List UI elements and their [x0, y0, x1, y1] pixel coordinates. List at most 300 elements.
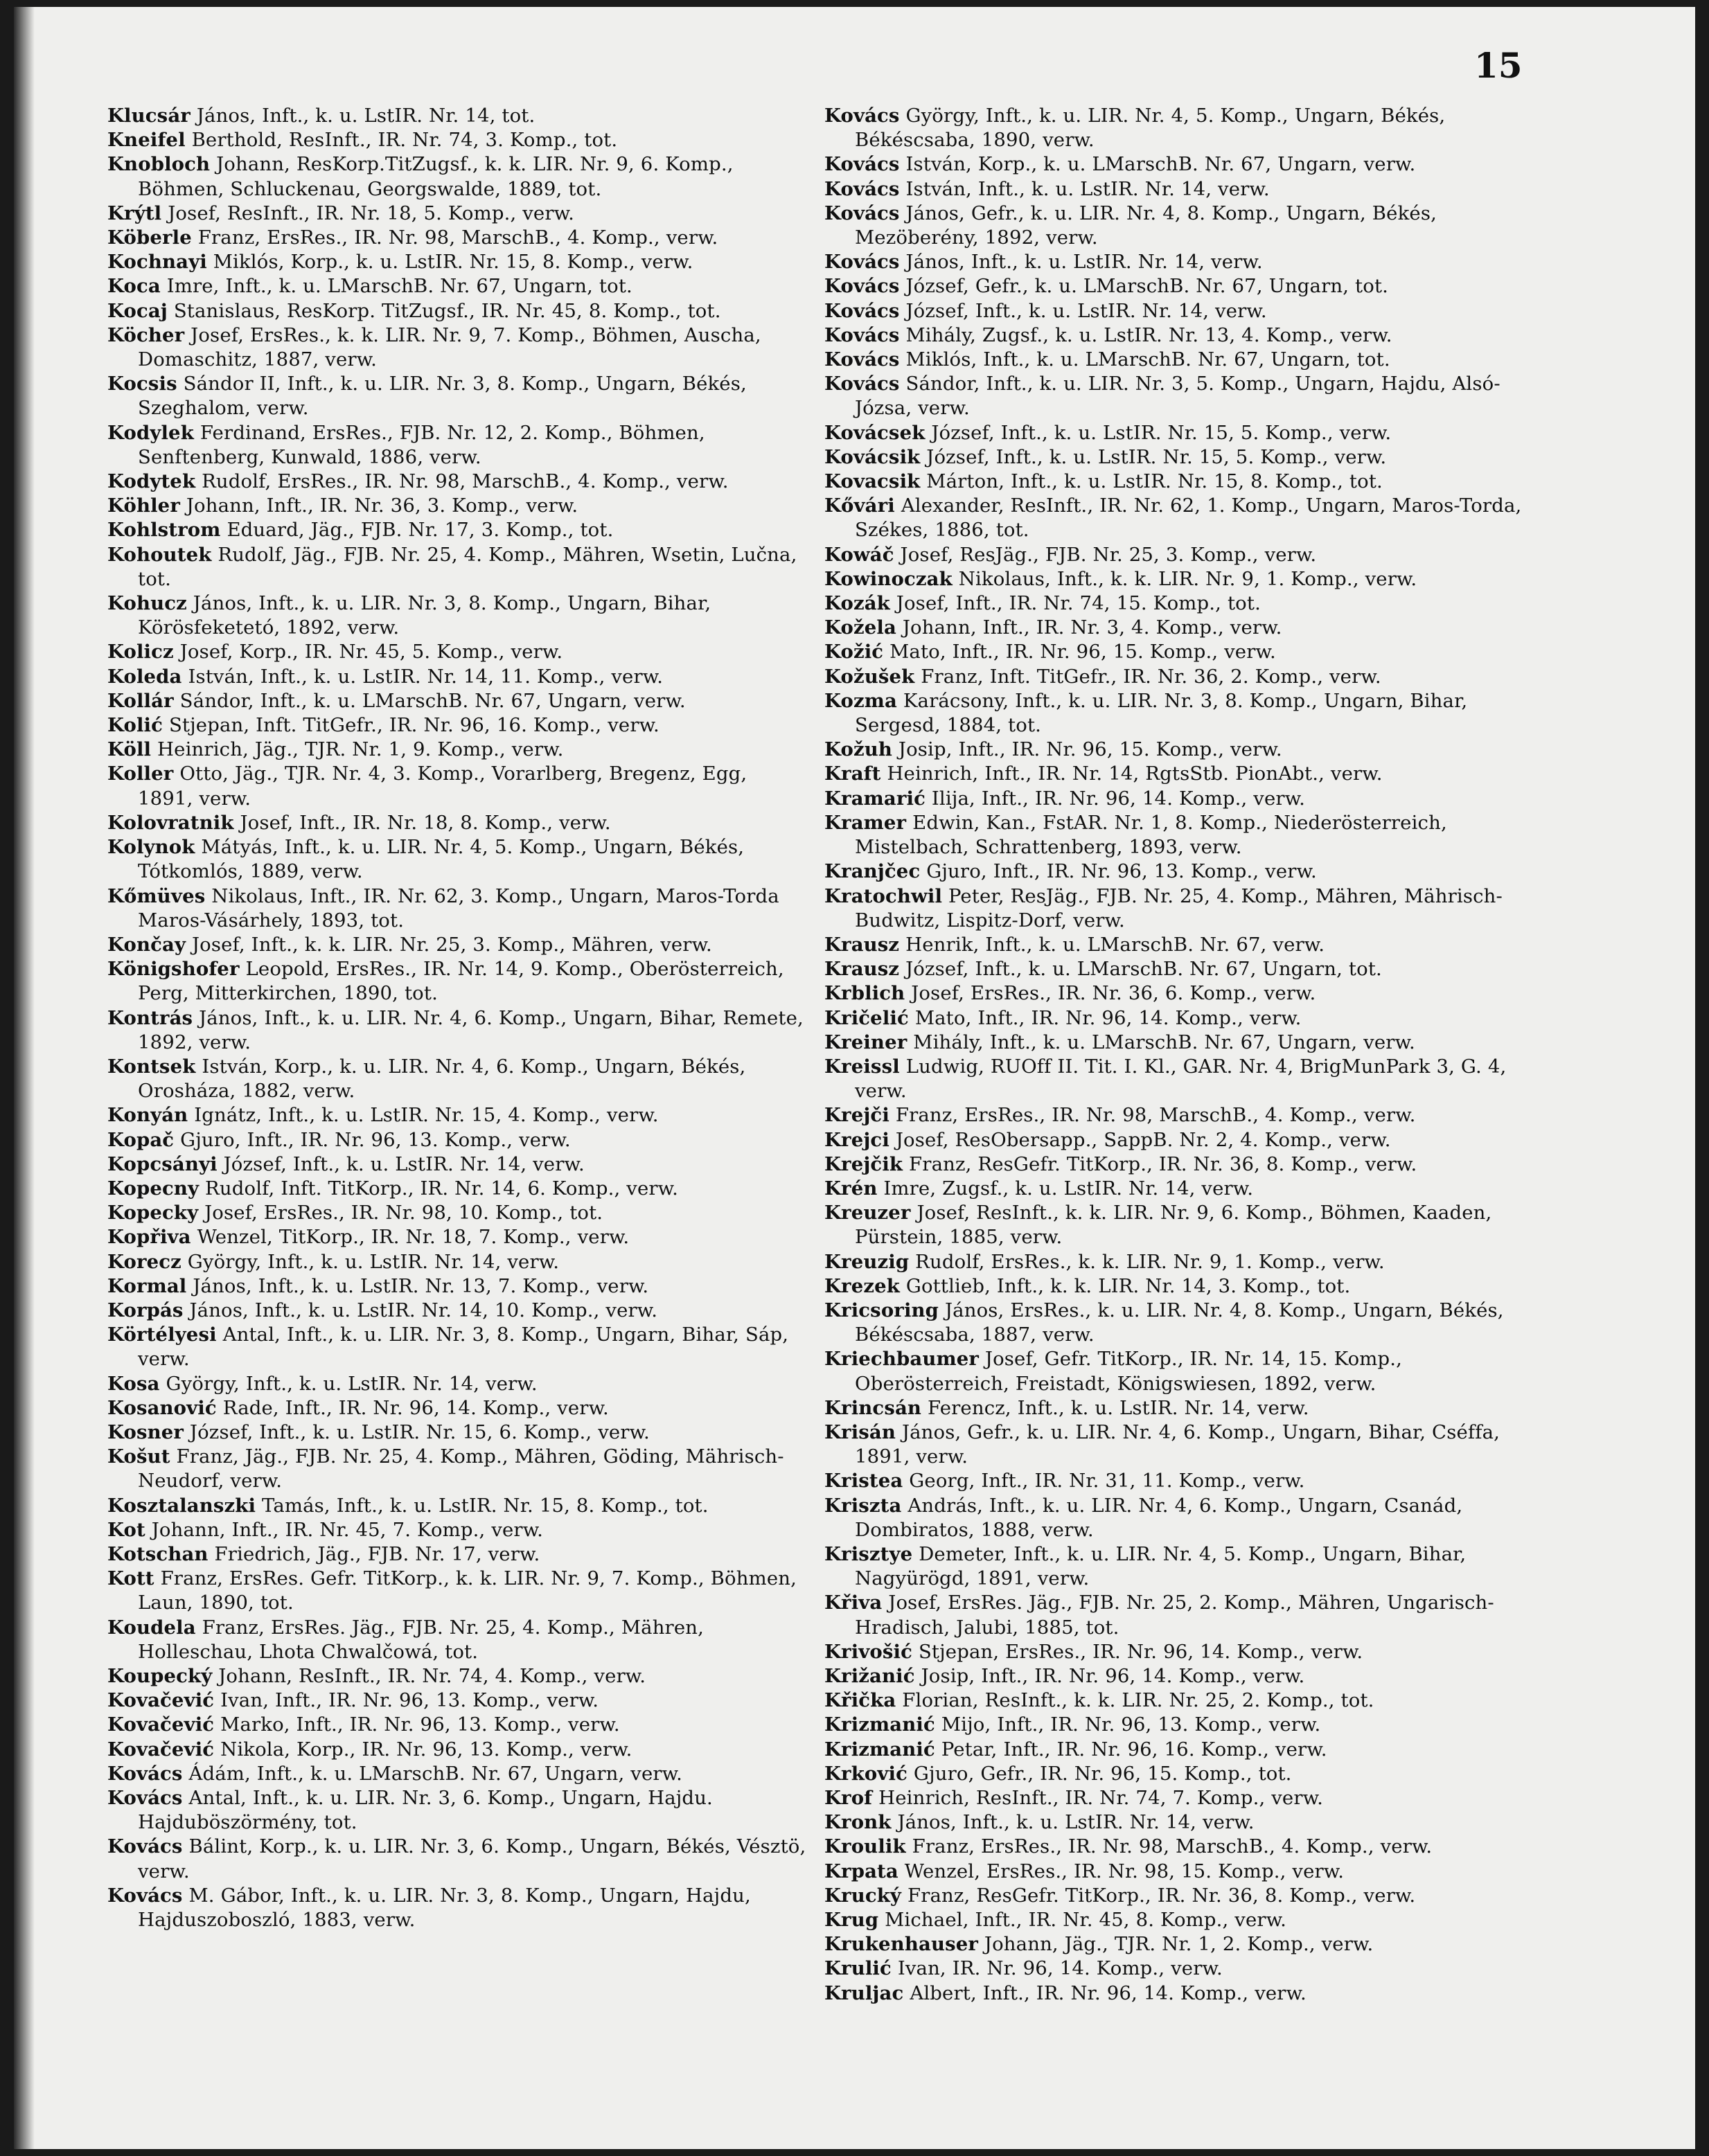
- entry-details: János, Gefr., k. u. LIR. Nr. 4, 6. Komp., Ungarn, Bihar, Cséffa, 1891, verw.: [855, 1420, 1500, 1468]
- entry-details: Josef, ErsRes., IR. Nr. 36, 6. Komp., verw.: [911, 982, 1316, 1005]
- entry-details: Johann, ResKorp.TitZugsf., k. k. LIR. Nr. 9, 6. Komp., Böhmen, Schluckenau, Georgswalde, 1889, tot.: [138, 153, 734, 200]
- entry-details: Johann, Inft., IR. Nr. 3, 4. Komp., verw.: [902, 616, 1282, 639]
- entry-surname: Koupecký: [107, 1665, 213, 1687]
- list-item: [107, 1372, 807, 1396]
- entry-details: Josef, Korp., IR. Nr. 45, 5. Komp., verw.: [179, 641, 563, 663]
- entry-surname: Kopcsányi: [107, 1152, 218, 1175]
- entry-details: Marko, Inft., IR. Nr. 96, 13. Komp., verw.: [220, 1713, 620, 1736]
- list-item: [107, 1689, 807, 1713]
- entry-surname: Königshofer: [107, 958, 240, 981]
- entry-surname: Kronk: [824, 1811, 892, 1834]
- entry-surname: Kovačević: [107, 1738, 215, 1761]
- entry-surname: Krizmanić: [824, 1713, 935, 1736]
- entry-details: Mijo, Inft., IR. Nr. 96, 13. Komp., verw.: [941, 1713, 1321, 1736]
- list-item: [107, 1445, 807, 1493]
- list-item: [107, 811, 807, 835]
- entry-surname: Krisztye: [824, 1542, 913, 1565]
- list-item: [107, 1884, 807, 1932]
- list-item: [824, 640, 1524, 664]
- entry-details: Josef, ErsRes., k. k. LIR. Nr. 9, 7. Komp., Böhmen, Auscha, Domaschitz, 1887, verw.: [138, 323, 761, 371]
- list-item: [824, 1591, 1524, 1639]
- list-item: [824, 1640, 1524, 1664]
- entry-details: János, ErsRes., k. u. LIR. Nr. 4, 8. Komp., Ungarn, Békés, Békéscsaba, 1887, verw.: [855, 1299, 1504, 1346]
- entry-details: Ivan, Inft., IR. Nr. 96, 13. Komp., verw.: [220, 1689, 599, 1712]
- entry-surname: Kopecny: [107, 1177, 200, 1200]
- entry-details: Franz, Inft. TitGefr., IR. Nr. 36, 2. Komp., verw.: [921, 665, 1381, 688]
- entry-details: György, Inft., k. u. LIR. Nr. 4, 5. Komp., Ungarn, Békés, Békéscsaba, 1890, verw.: [855, 105, 1446, 152]
- entry-surname: Kőmüves: [107, 884, 206, 907]
- left-column: [107, 104, 807, 1932]
- entry-details: Heinrich, Jäg., TJR. Nr. 1, 9. Komp., verw.: [157, 738, 564, 761]
- entry-surname: Kovács: [824, 105, 900, 127]
- list-item: [107, 957, 807, 1006]
- list-item: [824, 1542, 1524, 1591]
- list-item: [824, 1810, 1524, 1835]
- list-item: [824, 1981, 1524, 2006]
- list-item: [824, 738, 1524, 762]
- entry-details: Michael, Inft., IR. Nr. 45, 8. Komp., verw.: [885, 1909, 1287, 1932]
- list-item: [824, 1957, 1524, 1981]
- list-item: [824, 567, 1524, 591]
- entry-surname: Kovačević: [107, 1713, 215, 1736]
- entry-details: József, Inft., k. u. LstIR. Nr. 15, 5. Komp., verw.: [931, 421, 1392, 444]
- entry-details: Josef, ResJäg., FJB. Nr. 25, 3. Komp., verw.: [900, 543, 1317, 566]
- list-item: [107, 1713, 807, 1737]
- entry-details: Ivan, IR. Nr. 96, 14. Komp., verw.: [897, 1957, 1223, 1980]
- entry-surname: Krizmanić: [824, 1738, 935, 1761]
- list-item: [107, 689, 807, 713]
- entry-surname: Köll: [107, 738, 152, 761]
- entry-details: Franz, ResGefr. TitKorp., IR. Nr. 36, 8. Komp., verw.: [907, 1884, 1416, 1907]
- entry-surname: Kovács: [824, 202, 900, 224]
- entry-surname: Kopač: [107, 1128, 175, 1151]
- list-item: [107, 1177, 807, 1201]
- list-item: [107, 1128, 807, 1152]
- list-item: [824, 1762, 1524, 1786]
- entry-surname: Kovacsik: [824, 470, 921, 493]
- entry-details: György, Inft., k. u. LstIR. Nr. 14, verw.: [187, 1250, 560, 1273]
- list-item: [107, 494, 807, 518]
- entry-details: Otto, Jäg., TJR. Nr. 4, 3. Komp., Vorarlberg, Bregenz, Egg, 1891, verw.: [138, 763, 747, 810]
- entry-surname: Kovács: [107, 1787, 183, 1810]
- entry-details: M. Gábor, Inft., k. u. LIR. Nr. 3, 8. Komp., Ungarn, Hajdu, Hajduszoboszló, 1883, verw.: [138, 1884, 751, 1932]
- entry-surname: Kodytek: [107, 470, 196, 493]
- entry-surname: Korpás: [107, 1299, 184, 1321]
- list-item: [107, 835, 807, 884]
- entry-surname: Krausz: [824, 933, 900, 956]
- entry-surname: Kranjčec: [824, 860, 921, 883]
- list-item: [824, 348, 1524, 372]
- entry-surname: Kohoutek: [107, 543, 212, 566]
- list-item: [107, 1225, 807, 1249]
- list-item: [107, 226, 807, 250]
- entry-details: János, Gefr., k. u. LIR. Nr. 4, 8. Komp., Ungarn, Békés, Mezöberény, 1892, verw.: [855, 202, 1437, 249]
- entry-surname: Kosanović: [107, 1396, 217, 1419]
- entry-surname: Kopecky: [107, 1202, 199, 1224]
- entry-details: Heinrich, ResInft., IR. Nr. 74, 7. Komp., verw.: [878, 1787, 1323, 1810]
- entry-details: Henrik, Inft., k. u. LMarschB. Nr. 67, verw.: [905, 933, 1325, 956]
- entry-details: András, Inft., k. u. LIR. Nr. 4, 6. Komp., Ungarn, Csanád, Dombiratos, 1888, verw.: [855, 1494, 1463, 1541]
- entry-details: Franz, ErsRes., IR. Nr. 98, MarschB., 4. Komp., verw.: [895, 1104, 1416, 1127]
- entry-surname: Kozma: [824, 689, 897, 712]
- entry-surname: Kovács: [824, 299, 900, 322]
- entry-details: János, Inft., k. u. LstIR. Nr. 14, 10. Komp., verw.: [189, 1299, 658, 1321]
- entry-surname: Krejči: [824, 1104, 889, 1127]
- entry-details: József, Inft., k. u. LMarschB. Nr. 67, Ungarn, tot.: [905, 958, 1382, 981]
- page-edge-shadow: [14, 7, 35, 2149]
- entry-details: Gjuro, Inft., IR. Nr. 96, 13. Komp., verw.: [180, 1128, 571, 1151]
- entry-details: Petar, Inft., IR. Nr. 96, 16. Komp., verw.: [941, 1738, 1327, 1761]
- entry-surname: Kowáč: [824, 543, 894, 566]
- list-item: [824, 421, 1524, 445]
- entry-details: Demeter, Inft., k. u. LIR. Nr. 4, 5. Komp., Ungarn, Bihar, Nagyürögd, 1891, verw.: [855, 1542, 1467, 1590]
- entry-surname: Kožuh: [824, 738, 892, 761]
- entry-surname: Krisán: [824, 1420, 896, 1443]
- entry-surname: Krén: [824, 1177, 878, 1200]
- list-item: [824, 1835, 1524, 1859]
- entry-details: Josef, ResObersapp., SappB. Nr. 2, 4. Komp., verw.: [895, 1128, 1391, 1151]
- entry-surname: Kreissl: [824, 1055, 900, 1078]
- entry-surname: Kroulik: [824, 1835, 906, 1858]
- entry-details: István, Korp., k. u. LIR. Nr. 4, 6. Komp., Ungarn, Békés, Orosháza, 1882, verw.: [138, 1055, 746, 1103]
- list-item: [824, 494, 1524, 542]
- list-item: [824, 762, 1524, 786]
- entry-surname: Kovács: [824, 177, 900, 200]
- list-item: [824, 1713, 1524, 1737]
- entry-surname: Košut: [107, 1445, 170, 1468]
- entry-surname: Křiva: [824, 1592, 883, 1614]
- list-item: [107, 665, 807, 689]
- entry-details: Ádám, Inft., k. u. LMarschB. Nr. 67, Ungarn, verw.: [188, 1762, 682, 1785]
- list-item: [824, 859, 1524, 884]
- entry-details: Mato, Inft., IR. Nr. 96, 14. Komp., verw.: [914, 1006, 1302, 1029]
- entry-details: János, Inft., k. u. LIR. Nr. 3, 8. Komp., Ungarn, Bihar, Körösfeketetó, 1892, verw.: [138, 592, 711, 639]
- list-item: [107, 1274, 807, 1299]
- entry-details: Stjepan, Inft. TitGefr., IR. Nr. 96, 16. Komp., verw.: [168, 714, 659, 737]
- entry-surname: Kosztalanszki: [107, 1494, 256, 1517]
- list-item: [824, 445, 1524, 470]
- entry-surname: Křička: [824, 1689, 896, 1712]
- entry-details: Mato, Inft., IR. Nr. 96, 15. Komp., verw.: [889, 641, 1276, 663]
- entry-details: Rudolf, ErsRes., IR. Nr. 98, MarschB., 4. Komp., verw.: [202, 470, 729, 493]
- list-item: [824, 787, 1524, 811]
- entry-details: József, Gefr., k. u. LMarschB. Nr. 67, Ungarn, tot.: [905, 275, 1389, 298]
- list-item: [107, 1299, 807, 1323]
- entry-details: Franz, ErsRes., IR. Nr. 98, MarschB., 4. Komp., verw.: [912, 1835, 1433, 1858]
- entry-surname: Koller: [107, 763, 174, 785]
- list-item: [107, 1201, 807, 1225]
- list-item: [107, 1786, 807, 1835]
- entry-details: Georg, Inft., IR. Nr. 31, 11. Komp., verw.: [909, 1470, 1305, 1493]
- list-item: [824, 1786, 1524, 1810]
- entry-surname: Köcher: [107, 323, 185, 346]
- list-item: [824, 1347, 1524, 1396]
- list-item: [107, 640, 807, 664]
- entry-details: János, Inft., k. u. LIR. Nr. 4, 6. Komp., Ungarn, Bihar, Remete, 1892, verw.: [138, 1006, 804, 1053]
- entry-surname: Kovács: [824, 323, 900, 346]
- entry-surname: Kocsis: [107, 373, 177, 395]
- entry-details: Nikola, Korp., IR. Nr. 96, 13. Komp., verw.: [220, 1738, 632, 1761]
- list-item: [824, 1420, 1524, 1469]
- entry-surname: Kolovratnik: [107, 811, 234, 834]
- entry-details: Nikolaus, Inft., IR. Nr. 62, 3. Komp., Ungarn, Maros-Torda Maros-Vásárhely, 1893, tot.: [138, 884, 779, 932]
- list-item: [107, 1664, 807, 1689]
- entry-details: Rudolf, ErsRes., k. k. LIR. Nr. 9, 1. Komp., verw.: [915, 1250, 1385, 1273]
- document-page: [14, 7, 1695, 2149]
- entry-details: János, Inft., k. u. LstIR. Nr. 14, verw.: [905, 251, 1263, 274]
- entry-details: Gottlieb, Inft., k. k. LIR. Nr. 14, 3. Komp., tot.: [905, 1274, 1351, 1297]
- entry-surname: Krejci: [824, 1128, 889, 1151]
- entry-details: György, Inft., k. u. LstIR. Nr. 14, verw.: [166, 1372, 538, 1395]
- list-item: [107, 884, 807, 933]
- entry-details: Franz, ResGefr. TitKorp., IR. Nr. 36, 8. Komp., verw.: [909, 1152, 1417, 1175]
- entry-details: Franz, ErsRes. Jäg., FJB. Nr. 25, 4. Komp., Mähren, Holleschau, Lhota Chwalčowá, tot.: [138, 1616, 705, 1663]
- list-item: [107, 738, 807, 762]
- entry-details: István, Korp., k. u. LMarschB. Nr. 67, Ungarn, verw.: [905, 153, 1416, 176]
- entry-details: Gjuro, Inft., IR. Nr. 96, 13. Komp., verw.: [926, 860, 1317, 883]
- entry-details: Karácsony, Inft., k. u. LIR. Nr. 3, 8. Komp., Ungarn, Bihar, Sergesd, 1884, tot.: [855, 689, 1468, 737]
- entry-details: Bálint, Korp., k. u. LIR. Nr. 3, 6. Komp., Ungarn, Békés, Vésztö, verw.: [138, 1835, 806, 1882]
- entry-details: Josip, Inft., IR. Nr. 96, 15. Komp., verw.: [898, 738, 1282, 761]
- list-item: [824, 957, 1524, 981]
- list-item: [824, 1201, 1524, 1249]
- list-item: [107, 933, 807, 957]
- list-item: [107, 323, 807, 372]
- entry-surname: Križanić: [824, 1665, 915, 1687]
- entry-details: József, Inft., k. u. LstIR. Nr. 15, 6. Komp., verw.: [189, 1420, 650, 1443]
- list-item: [107, 1616, 807, 1664]
- entry-surname: Kovácsek: [824, 421, 926, 444]
- entry-details: Ilija, Inft., IR. Nr. 96, 14. Komp., verw.: [931, 787, 1306, 810]
- entry-details: Albert, Inft., IR. Nr. 96, 14. Komp., verw.: [910, 1981, 1307, 2004]
- entry-surname: Korecz: [107, 1250, 181, 1273]
- right-column: [824, 104, 1524, 2006]
- entry-surname: Kontrás: [107, 1006, 193, 1029]
- entry-surname: Kovács: [824, 275, 900, 298]
- list-item: [107, 1006, 807, 1055]
- list-item: [824, 1177, 1524, 1201]
- entry-details: Wenzel, TitKorp., IR. Nr. 18, 7. Komp., verw.: [197, 1226, 630, 1249]
- list-item: [824, 1055, 1524, 1103]
- entry-details: Josef, ErsRes. Jäg., FJB. Nr. 25, 2. Komp., Mähren, Ungarisch-Hradisch, Jalubi, 1885, tot.: [855, 1592, 1494, 1639]
- list-item: [824, 1396, 1524, 1420]
- list-item: [107, 1494, 807, 1518]
- entry-surname: Kreiner: [824, 1031, 907, 1053]
- entry-surname: Konyán: [107, 1104, 188, 1127]
- entry-details: István, Inft., k. u. LstIR. Nr. 14, verw.: [905, 177, 1270, 200]
- list-item: [107, 372, 807, 420]
- list-item: [824, 1884, 1524, 1908]
- list-item: [824, 1932, 1524, 1957]
- entry-details: Imre, Inft., k. u. LMarschB. Nr. 67, Ungarn, tot.: [166, 275, 632, 298]
- entry-surname: Kraft: [824, 763, 881, 785]
- entry-details: Florian, ResInft., k. k. LIR. Nr. 25, 2. Komp., tot.: [902, 1689, 1374, 1712]
- entry-surname: Kodylek: [107, 421, 194, 444]
- list-item: [107, 713, 807, 738]
- entry-surname: Kozák: [824, 592, 890, 615]
- entry-details: Wenzel, ErsRes., IR. Nr. 98, 15. Komp., verw.: [904, 1860, 1345, 1882]
- entry-surname: Kormal: [107, 1274, 187, 1297]
- list-item: [824, 616, 1524, 640]
- entry-surname: Körtélyesi: [107, 1324, 217, 1346]
- entry-details: Ferdinand, ErsRes., FJB. Nr. 12, 2. Komp., Böhmen, Senftenberg, Kunwald, 1886, verw.: [138, 421, 705, 468]
- entry-surname: Krincsán: [824, 1396, 922, 1419]
- list-item: [824, 1664, 1524, 1689]
- entry-surname: Kreuzer: [824, 1202, 911, 1224]
- list-item: [107, 152, 807, 201]
- entry-surname: Kovács: [824, 251, 900, 274]
- list-item: [824, 933, 1524, 957]
- entry-details: Rudolf, Inft. TitKorp., IR. Nr. 14, 6. Komp., verw.: [205, 1177, 678, 1200]
- entry-details: Josef, ResInft., IR. Nr. 18, 5. Komp., verw.: [168, 202, 574, 224]
- list-item: [107, 421, 807, 470]
- entry-details: Tamás, Inft., k. u. LstIR. Nr. 15, 8. Komp., tot.: [261, 1494, 709, 1517]
- entry-details: János, Inft., k. u. LstIR. Nr. 14, tot.: [196, 105, 535, 127]
- list-item: [107, 1518, 807, 1542]
- entry-details: Rudolf, Jäg., FJB. Nr. 25, 4. Komp., Mähren, Wsetin, Lučna, tot.: [138, 543, 797, 590]
- entry-surname: Kolić: [107, 714, 163, 737]
- list-item: [824, 299, 1524, 323]
- list-item: [824, 152, 1524, 177]
- entry-details: Josef, ResInft., k. k. LIR. Nr. 9, 6. Komp., Böhmen, Kaaden, Pürstein, 1885, verw.: [855, 1202, 1492, 1249]
- entry-details: Eduard, Jäg., FJB. Nr. 17, 3. Komp., tot.: [227, 519, 614, 542]
- list-item: [824, 250, 1524, 274]
- list-item: [824, 1128, 1524, 1152]
- entry-surname: Kožić: [824, 641, 884, 663]
- list-item: [107, 518, 807, 542]
- list-item: [107, 1567, 807, 1615]
- entry-surname: Krezek: [824, 1274, 900, 1297]
- entry-details: Sándor, Inft., k. u. LMarschB. Nr. 67, Ungarn, verw.: [179, 689, 686, 712]
- entry-surname: Kramarić: [824, 787, 926, 810]
- entry-details: Miklós, Korp., k. u. LstIR. Nr. 15, 8. Komp., verw.: [213, 251, 693, 274]
- entry-surname: Kovács: [107, 1835, 183, 1858]
- list-item: [824, 372, 1524, 420]
- entry-details: Josef, Inft., IR. Nr. 74, 15. Komp., tot.: [896, 592, 1261, 615]
- list-item: [107, 202, 807, 226]
- list-item: [107, 762, 807, 810]
- entry-surname: Kolicz: [107, 641, 174, 663]
- list-item: [107, 1420, 807, 1445]
- entry-details: Josef, Inft., IR. Nr. 18, 8. Komp., verw.: [240, 811, 611, 834]
- entry-details: Mihály, Zugsf., k. u. LstIR. Nr. 13, 4. Komp., verw.: [905, 323, 1392, 346]
- list-item: [824, 470, 1524, 494]
- entry-surname: Kožušek: [824, 665, 915, 688]
- entry-surname: Kratochwil: [824, 884, 943, 907]
- entry-surname: Kochnayi: [107, 251, 207, 274]
- entry-details: Josef, ErsRes., IR. Nr. 98, 10. Komp., tot.: [204, 1202, 603, 1224]
- entry-surname: Kovačević: [107, 1689, 215, 1712]
- entry-details: Johann, Jäg., TJR. Nr. 1, 2. Komp., verw.: [984, 1933, 1374, 1956]
- entry-surname: Kővári: [824, 495, 895, 517]
- list-item: [824, 591, 1524, 616]
- list-item: [107, 1250, 807, 1274]
- entry-details: Antal, Inft., k. u. LIR. Nr. 3, 6. Komp., Ungarn, Hajdu. Hajduböszörmény, tot.: [138, 1787, 713, 1834]
- list-item: [107, 1323, 807, 1371]
- entry-surname: Krković: [824, 1762, 908, 1785]
- entry-surname: Kocaj: [107, 299, 168, 322]
- entry-details: Sándor II, Inft., k. u. LIR. Nr. 3, 8. Komp., Ungarn, Békés, Szeghalom, verw.: [138, 373, 747, 420]
- entry-details: Ferencz, Inft., k. u. LstIR. Nr. 14, verw.: [927, 1396, 1309, 1419]
- entry-surname: Kovács: [107, 1762, 183, 1785]
- entry-surname: Köhler: [107, 495, 180, 517]
- entry-details: Josip, Inft., IR. Nr. 96, 14. Komp., verw.: [921, 1665, 1305, 1687]
- entry-surname: Kowinoczak: [824, 567, 953, 590]
- entry-details: József, Inft., k. u. LstIR. Nr. 14, verw.: [905, 299, 1267, 322]
- list-item: [824, 104, 1524, 152]
- entry-surname: Kovács: [824, 348, 900, 371]
- entry-surname: Krukenhauser: [824, 1933, 979, 1956]
- entry-surname: Kriszta: [824, 1494, 902, 1517]
- entry-surname: Krof: [824, 1787, 873, 1810]
- entry-details: János, Inft., k. u. LstIR. Nr. 14, verw.: [897, 1811, 1255, 1834]
- entry-surname: Kovács: [824, 153, 900, 176]
- entry-details: Miklós, Inft., k. u. LMarschB. Nr. 67, Ungarn, tot.: [905, 348, 1390, 371]
- entry-surname: Kosner: [107, 1420, 184, 1443]
- entry-surname: Kot: [107, 1518, 145, 1541]
- entry-surname: Kotschan: [107, 1542, 209, 1565]
- entry-details: Ignátz, Inft., k. u. LstIR. Nr. 15, 4. Komp., verw.: [194, 1104, 659, 1127]
- entry-surname: Koudela: [107, 1616, 196, 1639]
- page-number: 15: [1474, 45, 1523, 86]
- list-item: [107, 274, 807, 299]
- entry-surname: Kosa: [107, 1372, 160, 1395]
- entry-surname: Kriechbaumer: [824, 1348, 979, 1371]
- entry-surname: Klucsár: [107, 105, 191, 127]
- entry-surname: Kontsek: [107, 1055, 196, 1078]
- list-item: [824, 1006, 1524, 1031]
- entry-details: Josef, Inft., k. k. LIR. Nr. 25, 3. Komp., Mähren, verw.: [191, 933, 712, 956]
- entry-surname: Knobloch: [107, 153, 211, 176]
- list-item: [824, 1860, 1524, 1884]
- list-item: [824, 1152, 1524, 1177]
- entry-surname: Kričelić: [824, 1006, 909, 1029]
- entry-surname: Kristea: [824, 1470, 903, 1493]
- list-item: [107, 1396, 807, 1420]
- entry-details: Friedrich, Jäg., FJB. Nr. 17, verw.: [214, 1542, 540, 1565]
- list-item: [824, 1469, 1524, 1493]
- list-item: [107, 104, 807, 128]
- entry-details: Franz, Jäg., FJB. Nr. 25, 4. Komp., Mähren, Göding, Mährisch-Neudorf, verw.: [138, 1445, 784, 1493]
- list-item: [824, 274, 1524, 299]
- list-item: [107, 1835, 807, 1883]
- entry-details: Heinrich, Inft., IR. Nr. 14, RgtsStb. PionAbt., verw.: [887, 763, 1383, 785]
- entry-surname: Kolynok: [107, 836, 195, 859]
- entry-surname: Krivošić: [824, 1640, 913, 1663]
- entry-details: József, Inft., k. u. LstIR. Nr. 15, 5. Komp., verw.: [926, 445, 1387, 468]
- entry-surname: Kopřiva: [107, 1226, 191, 1249]
- entry-surname: Koleda: [107, 665, 182, 688]
- list-item: [107, 1738, 807, 1762]
- list-item: [107, 543, 807, 591]
- list-item: [107, 128, 807, 152]
- entry-details: Sándor, Inft., k. u. LIR. Nr. 3, 5. Komp., Ungarn, Hajdu, Alsó-Józsa, verw.: [855, 373, 1500, 420]
- entry-details: Márton, Inft., k. u. LstIR. Nr. 15, 8. Komp., tot.: [926, 470, 1383, 493]
- list-item: [824, 811, 1524, 859]
- entry-details: Stjepan, ErsRes., IR. Nr. 96, 14. Komp., verw.: [918, 1640, 1363, 1663]
- entry-details: Stanislaus, ResKorp. TitZugsf., IR. Nr. 45, 8. Komp., tot.: [173, 299, 721, 322]
- list-item: [824, 665, 1524, 689]
- entry-details: Alexander, ResInft., IR. Nr. 62, 1. Komp., Ungarn, Maros-Torda, Székes, 1886, tot.: [855, 495, 1522, 542]
- entry-details: Peter, ResJäg., FJB. Nr. 25, 4. Komp., Mähren, Mährisch-Budwitz, Lispitz-Dorf, verw.: [855, 884, 1503, 932]
- list-item: [107, 591, 807, 640]
- list-item: [824, 1299, 1524, 1347]
- entry-details: Imre, Zugsf., k. u. LstIR. Nr. 14, verw.: [883, 1177, 1254, 1200]
- entry-details: Johann, ResInft., IR. Nr. 74, 4. Komp., verw.: [218, 1665, 646, 1687]
- list-item: [107, 1152, 807, 1177]
- entry-surname: Kreuzig: [824, 1250, 910, 1273]
- entry-surname: Krýtl: [107, 202, 162, 224]
